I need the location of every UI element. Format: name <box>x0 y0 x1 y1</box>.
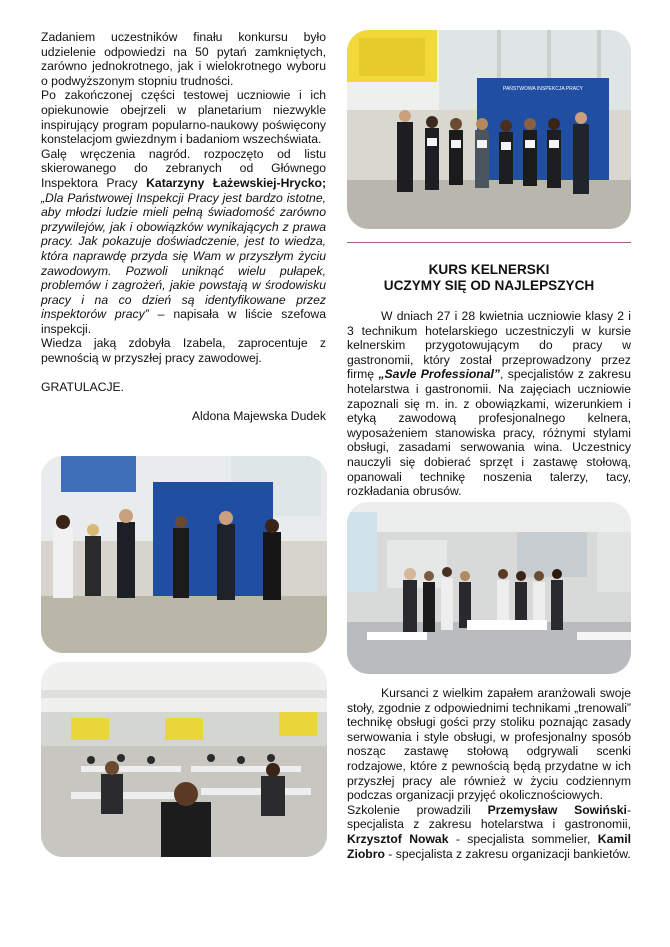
left-paragraph-3 <box>41 147 326 337</box>
diploma-handover-photo <box>41 456 327 653</box>
inspector-quote: „Dla Państwowej Inspekcji Pracy jest bardzo istotne, aby młodzi ludzie mieli pełną świadomość zarówno przywilejów, jak i obowiązków wynikających z prawa pracy. Jak pokazuje doświadczenie, jest to wiedza, która naprawdę przyda się Wam w przyszłym życiu zawodowym. Pozwoli uniknąć wielu pułapek, problemów i zagrożeń, jakie powstają w środowisku pracy i na co dzień są identyfikowane przez inspektorów pracy” <box>41 190 326 322</box>
course-intro-paragraph <box>347 309 631 499</box>
award-ceremony-photo <box>347 30 631 229</box>
left-column <box>41 30 326 424</box>
p3-outro: – napisała w liście szefowa inspekcji. <box>41 307 326 336</box>
course-intro-a: W dniach 27 i 28 kwietnia uczniowie klasy 2 i 3 technikum hotelarskiego uczestniczyli w kursie kelnerskim przygotowującym do pracy w gastronomii, który został przeprowadzony przez firmę <box>347 309 631 382</box>
company-name: „Savle Professional” <box>378 367 501 382</box>
author-signature: Aldona Majewska Dudek <box>191 409 326 424</box>
left-paragraph-2: Po zakończonej części testowej uczniowie i ich opiekunowie obejrzeli w planetarium niezwykle inspirujący program popularno-naukowy poświęcony konstelacjom gwiezdnym i badaniom wszechświata. <box>41 88 326 147</box>
banner-text: PAŃSTWOWA INSPEKCJA PRACY <box>502 86 584 92</box>
right-text-block-2 <box>347 686 631 861</box>
article-subtitle: UCZYMY SIĘ OD NAJLEPSZYCH <box>383 278 595 293</box>
trainer-name-1: Przemysław Sowiński <box>487 802 627 817</box>
trainers-intro: Szkolenie prowadzili <box>347 802 488 817</box>
trainer-name-2: Krzysztof Nowak <box>347 831 449 846</box>
section-divider <box>347 242 631 243</box>
left-paragraph-1: Zadaniem uczestników finału konkursu było udzielenie odpowiedzi na 50 pytań zamkniętych, zarówno jednokrotnego, jak i wielokrotnego wyboru o podwyższonym stopniu trudności. <box>41 30 326 88</box>
trainer-role-1: -specjalista z zakresu hotelarstwa i gastronomii, <box>347 802 631 832</box>
audience-hall-photo <box>41 662 327 857</box>
course-group-photo <box>347 502 631 674</box>
p3-intro: Galę wręczenia nagród. rozpoczęto od listu skierowanego do zebranych od Głównego Inspektora Pracy <box>41 146 326 190</box>
course-activities-paragraph: Kursanci z wielkim zapałem aranżowali swoje stoły, zgodnie z odpowiednimi technikami „trenowali” technikę obsługi gości przy stoliku poznając zasady serwowania i style obsługi, w profesjonalny sposób nosząc zastawę stołową odgrywali scenki rodzajowe, które z pewnością będą przydatne w ich przyszłej pracy ale również w życiu codziennym podczas organizacji przyjęć okolicznościowych. <box>347 686 631 803</box>
course-intro-b: , specjalistów z zakresu hotelarstwa i gastronomii. Na zajęciach uczniowie zapoznali się m. in. z obowiązkami, wizerunkiem i etyką zawodową profesjonalnego kelnera, wyposażeniem stanowiska pracy, różnymi stylami obsługi, zasadami serwowania wina. Uczestnicy nauczyli się dobierać sprzęt i zastawę stołową, opanowali technikę noszenia talerzy, tacy, rozkładania obrusów. <box>347 367 631 499</box>
trainer-role-2: - specjalista sommelier, <box>448 831 598 846</box>
trainers-paragraph <box>347 803 631 861</box>
inspector-name: Katarzyny Łażewskiej-Hrycko; <box>146 175 327 190</box>
article-title: KURS KELNERSKI <box>428 262 550 277</box>
trainer-role-3: - specjalista z zakresu organizacji bankietów. <box>384 846 631 861</box>
left-paragraph-4: Wiedza jaką zdobyła Izabela, zaprocentuje z pewnością w przyszłej pracy zawodowej. <box>41 336 326 366</box>
closing-congrats: GRATULACJE. <box>41 380 125 395</box>
right-text-block-1 <box>347 309 631 499</box>
trainer-name-3: Kamil Ziobro <box>347 831 631 861</box>
